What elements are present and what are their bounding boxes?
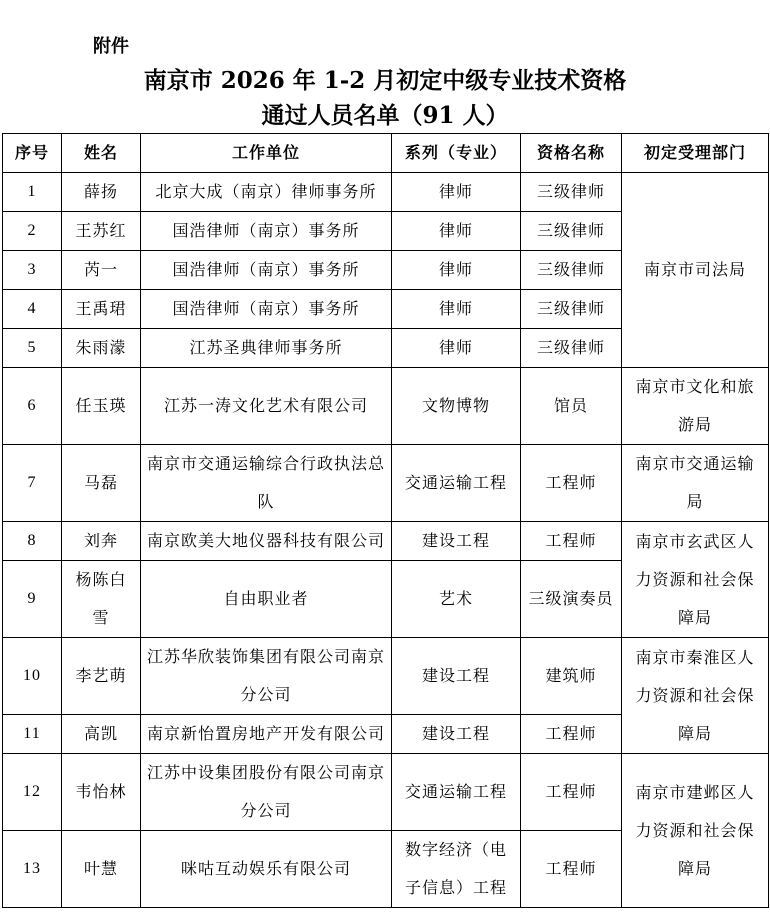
header-qualification: 资格名称 [521, 134, 622, 173]
cell-unit: 南京市交通运输综合行政执法总队 [141, 445, 392, 522]
cell-qualification: 工程师 [521, 715, 622, 754]
header-unit: 工作单位 [141, 134, 392, 173]
cell-unit: 国浩律师（南京）事务所 [141, 290, 392, 329]
cell-qualification: 工程师 [521, 754, 622, 831]
table-row [3, 445, 769, 522]
cell-unit: 自由职业者 [141, 561, 392, 638]
cell-name: 李艺萌 [62, 638, 141, 715]
cell-series: 建设工程 [392, 715, 521, 754]
cell-no: 6 [3, 368, 62, 445]
header-department: 初定受理部门 [622, 134, 769, 173]
header-name: 姓名 [62, 134, 141, 173]
cell-series: 艺术 [392, 561, 521, 638]
cell-name: 马磊 [62, 445, 141, 522]
cell-unit: 咪咕互动娱乐有限公司 [141, 831, 392, 908]
cell-qualification: 馆员 [521, 368, 622, 445]
header-no: 序号 [3, 134, 62, 173]
cell-unit: 江苏一涛文化艺术有限公司 [141, 368, 392, 445]
cell-qualification: 工程师 [521, 522, 622, 561]
cell-name: 王禹珺 [62, 290, 141, 329]
cell-name: 叶慧 [62, 831, 141, 908]
cell-name: 芮一 [62, 251, 141, 290]
cell-department: 南京市交通运输局 [622, 445, 769, 522]
cell-series: 数字经济（电子信息）工程 [392, 831, 521, 908]
cell-qualification: 三级律师 [521, 173, 622, 212]
table-row [3, 368, 769, 445]
personnel-table [2, 133, 769, 908]
cell-qualification: 三级律师 [521, 251, 622, 290]
cell-qualification: 工程师 [521, 445, 622, 522]
cell-no: 13 [3, 831, 62, 908]
cell-unit: 江苏华欣装饰集团有限公司南京分公司 [141, 638, 392, 715]
cell-series: 律师 [392, 329, 521, 368]
cell-no: 3 [3, 251, 62, 290]
cell-qualification: 三级律师 [521, 212, 622, 251]
table-row [3, 173, 769, 212]
cell-series: 律师 [392, 251, 521, 290]
document-title-line2: 通过人员名单（91 人） [261, 102, 509, 129]
cell-qualification: 三级律师 [521, 329, 622, 368]
cell-department: 南京市玄武区人力资源和社会保障局 [622, 522, 769, 638]
table-row [3, 638, 769, 715]
cell-qualification: 工程师 [521, 831, 622, 908]
cell-qualification: 三级律师 [521, 290, 622, 329]
header-series: 系列（专业） [392, 134, 521, 173]
cell-series: 建设工程 [392, 522, 521, 561]
cell-name: 朱雨濛 [62, 329, 141, 368]
cell-no: 1 [3, 173, 62, 212]
cell-no: 2 [3, 212, 62, 251]
cell-no: 12 [3, 754, 62, 831]
cell-qualification: 三级演奏员 [521, 561, 622, 638]
cell-no: 10 [3, 638, 62, 715]
cell-department: 南京市文化和旅游局 [622, 368, 769, 445]
cell-no: 9 [3, 561, 62, 638]
cell-unit: 国浩律师（南京）事务所 [141, 212, 392, 251]
cell-unit: 国浩律师（南京）事务所 [141, 251, 392, 290]
cell-series: 建设工程 [392, 638, 521, 715]
cell-no: 5 [3, 329, 62, 368]
cell-name: 王苏红 [62, 212, 141, 251]
cell-series: 律师 [392, 290, 521, 329]
cell-name: 杨陈白雪 [62, 561, 141, 638]
cell-no: 11 [3, 715, 62, 754]
cell-series: 文物博物 [392, 368, 521, 445]
cell-series: 交通运输工程 [392, 754, 521, 831]
attachment-label: 附件 [93, 36, 129, 57]
cell-series: 律师 [392, 212, 521, 251]
cell-qualification: 建筑师 [521, 638, 622, 715]
cell-department: 南京市司法局 [622, 173, 769, 368]
cell-name: 任玉瑛 [62, 368, 141, 445]
cell-name: 刘奔 [62, 522, 141, 561]
cell-no: 8 [3, 522, 62, 561]
table-row [3, 754, 769, 831]
cell-unit: 江苏中设集团股份有限公司南京分公司 [141, 754, 392, 831]
cell-no: 7 [3, 445, 62, 522]
cell-department: 南京市秦淮区人力资源和社会保障局 [622, 638, 769, 754]
cell-name: 薛扬 [62, 173, 141, 212]
table-row [3, 522, 769, 561]
cell-unit: 南京欧美大地仪器科技有限公司 [141, 522, 392, 561]
cell-series: 交通运输工程 [392, 445, 521, 522]
cell-series: 律师 [392, 173, 521, 212]
cell-name: 高凯 [62, 715, 141, 754]
cell-unit: 南京新怡置房地产开发有限公司 [141, 715, 392, 754]
cell-no: 4 [3, 290, 62, 329]
document-title-line1: 南京市 2026 年 1-2 月初定中级专业技术资格 [143, 67, 627, 94]
cell-unit: 北京大成（南京）律师事务所 [141, 173, 392, 212]
cell-department: 南京市建邺区人力资源和社会保障局 [622, 754, 769, 908]
cell-unit: 江苏圣典律师事务所 [141, 329, 392, 368]
table-header-row [3, 134, 769, 173]
cell-name: 韦怡林 [62, 754, 141, 831]
